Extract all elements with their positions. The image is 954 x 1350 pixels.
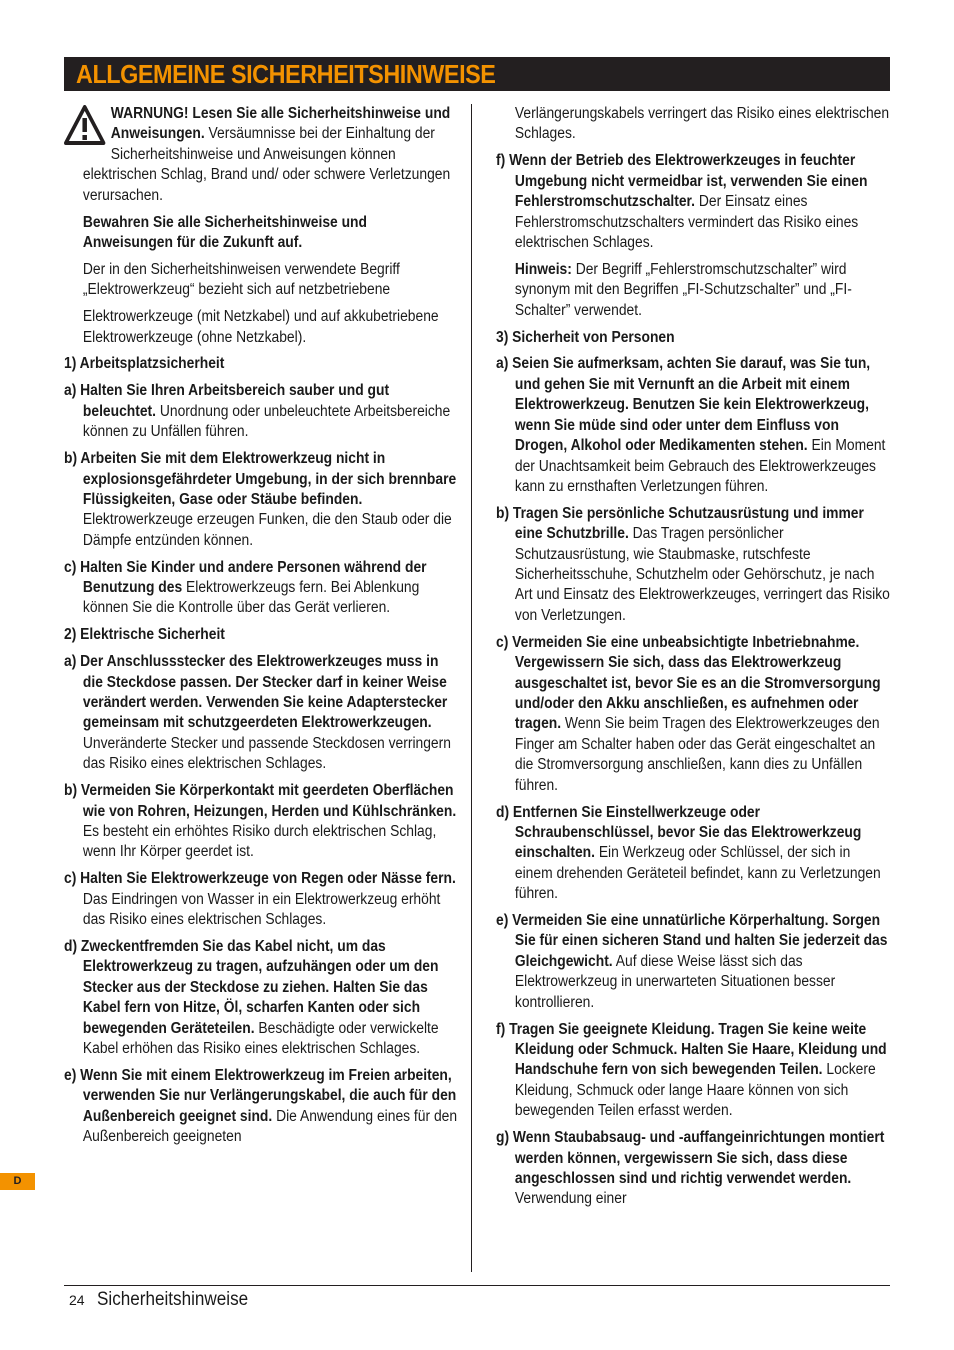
list-item: c) Halten Sie Elektrowerkzeuge von Regen oder Nässe fern. Das Eindringen von Wasser in ein Elektrowerkzeug erhöht das Risiko eines elektrischen Schlages. xyxy=(64,870,456,929)
list-item: f) Tragen Sie geeignete Kleidung. Tragen Sie keine weite Kleidung oder Schmuck. Halten Sie Haare, Kleidung und Handschuhe fern von sich bewegenden Teilen. Lockere Kleidung, Schmuck oder lange Haare können von sich bewegenden Teilen erfasst werden. xyxy=(496,1020,887,1120)
section-header-bar xyxy=(64,57,890,91)
page-title: ALLGEMEINE SICHERHEITSHINWEISE xyxy=(76,59,496,89)
list-item: e) Wenn Sie mit einem Elektrowerkzeug im Freien arbeiten, verwenden Sie nur Verlängerungskabel, die auch für den Außenbereich geeignet sind. Die Anwendung eines für den Außenbereich geeigneten xyxy=(64,1066,458,1146)
continued-text: Verlängerungskabels verringert das Risiko eines elektrischen Schlages. xyxy=(514,105,890,143)
left-column xyxy=(64,104,458,1154)
list-item: e) Vermeiden Sie eine unnatürliche Körperhaltung. Sorgen Sie für einen sicheren Stand und halten Sie jederzeit das Gleichgewicht. Auf diese Weise lässt sich das Elektrowerkzeug in unerwarteten Situationen besser kontrollieren. xyxy=(496,912,888,1011)
list-item: d) Zweckentfremden Sie das Kabel nicht, um das Elektrowerkzeug zu tragen, aufzuhängen oder um den Stecker aus der Steckdose zu ziehen. Halten Sie das Kabel fern von Hitze, Öl, scharfen Kanten oder sich bewegenden Geräteteilen. Beschädigte oder verwickelte Kabel erhöhen das Risiko eines elektrischen Schlages. xyxy=(64,938,439,1058)
list-item: b) Arbeiten Sie mit dem Elektrowerkzeug nicht in explosionsgefährdeter Umgebung, in der sich brennbare Flüssigkeiten, Gase oder Stäube befinden. Elektrowerkzeuge erzeugen Funken, die den Staub oder die Dämpfe entzünden können. xyxy=(64,450,457,549)
list-item: b) Tragen Sie persönliche Schutzausrüstung und immer eine Schutzbrille. Das Tragen persönlicher Schutzausrüstung, wie Staubmaske, rutschfeste Sicherheitsschuhe, Schutzhelm oder Gehörschutz, je nach Art und Einsatz des Elektrowerkzeuges, verringert das Risiko von Verletzungen. xyxy=(496,504,890,624)
list-item: a) Der Anschlussstecker des Elektrowerkzeuges muss in die Steckdose passen. Der Stecker darf in keiner Weise verändert werden. Verwenden Sie keine Adapterstecker gemeinsam mit schutzgeerdeten Elektrowerkzeugen. Unveränderte Stecker und passende Steckdosen verringern das Risiko eines elektrischen Schlages. xyxy=(64,653,451,773)
language-tab: D xyxy=(0,1173,35,1190)
section-heading-personal: 3) Sicherheit von Personen xyxy=(496,328,675,346)
list-item: d) Entfernen Sie Einstellwerkzeuge oder Schraubenschlüssel, bevor Sie das Elektrowerkzeug einschalten. Ein Werkzeug oder Schlüssel, der sich in einem drehenden Geräteteil befindet, kann zu Verletzungen führen. xyxy=(496,803,881,903)
warning-paragraph xyxy=(64,104,458,206)
warning-text: Versäumnisse bei der Einhaltung der Sicherheitshinweise und Anweisungen können elektrischen Schlag, Brand und/ oder schwere Verletzungen verursachen. xyxy=(82,125,451,204)
list-item: f) Wenn der Betrieb des Elektrowerkzeuges in feuchter Umgebung nicht vermeidbar ist, verwenden Sie einen Fehlerstromschutzschalter. Der Einsatz eines Fehlerstromschutzschalters vermindert das Risiko eines elektrischen Schlages. xyxy=(496,152,868,251)
warning-heading: WARNUNG! Lesen Sie alle Sicherheitshinweise und Anweisungen. xyxy=(110,105,451,143)
list-item: c) Halten Sie Kinder und andere Personen während der Benutzung des Elektrowerkzeugs fern. Bei Ablenkung können Sie die Kontrolle über das Gerät verlieren. xyxy=(64,558,427,617)
term-paragraph-1: Der in den Sicherheitshinweisen verwendete Begriff „Elektrowerkzeug“ bezieht sich auf netzbetriebene xyxy=(82,260,400,299)
list-item: a) Halten Sie Ihren Arbeitsbereich sauber und gut beleuchtet. Unordnung oder unbeleuchtete Arbeitsbereiche können zu Unfällen führen. xyxy=(64,382,451,441)
list-item: g) Wenn Staubabsaug- und -auffangeinrichtungen montiert werden können, vergewissern Sie sich, dass diese angeschlossen sind und richtig verwendet werden. Verwendung einer xyxy=(496,1129,885,1208)
section-heading-workplace: 1) Arbeitsplatzsicherheit xyxy=(64,355,225,373)
right-column xyxy=(496,104,890,1216)
warning-triangle-icon xyxy=(64,104,109,154)
list-item: b) Vermeiden Sie Körperkontakt mit geerdeten Oberflächen wie von Rohren, Heizungen, Herden und Kühlschränken. Es besteht ein erhöhtes Risiko durch elektrischen Schlag, wenn Ihr Körper geerdet ist. xyxy=(64,782,457,861)
list-item: c) Vermeiden Sie eine unbeabsichtigte Inbetriebnahme. Vergewissern Sie sich, dass das Elektrowerkzeug ausgeschaltet ist, bevor Sie es an die Stromversorgung und/oder den Akku anschließen, es aufnehmen oder tragen. Wenn Sie beim Tragen des Elektrowerkzeuges den Finger am Schalter haben oder das Gerät eingeschaltet an die Stromversorgung anschließen, kann dies zu Unfällen führen. xyxy=(496,633,881,794)
footer-label: Sicherheitshinweise xyxy=(97,1289,249,1310)
term-paragraph-2: Elektrowerkzeuge (mit Netzkabel) und auf akkubetriebene Elektrowerkzeuge (ohne Netzkabel). xyxy=(82,308,439,346)
column-divider xyxy=(471,104,472,1272)
page-number: 24 xyxy=(69,1292,85,1308)
note-paragraph: Hinweis: Der Begriff „Fehlerstromschutzschalter” wird synonym mit den Begriffen „FI-Schutzschalter” und „FI-Schalter” verwendet. xyxy=(514,260,852,319)
keep-instructions: Bewahren Sie alle Sicherheitshinweise und Anweisungen für die Zukunft auf. xyxy=(82,213,367,251)
section-heading-electrical: 2) Elektrische Sicherheit xyxy=(64,626,225,644)
footer-divider xyxy=(64,1285,890,1286)
list-item: a) Seien Sie aufmerksam, achten Sie darauf, was Sie tun, und gehen Sie mit Vernunft an die Arbeit mit einem Elektrowerkzeug. Benutzen Sie kein Elektrowerkzeug, wenn Sie müde sind oder unter dem Einfluss von Drogen, Alkohol oder Medikamenten stehen. Ein Moment der Unachtsamkeit beim Gebrauch des Elektrowerkzeuges kann zu ernsthaften Verletzungen führen. xyxy=(496,355,886,495)
